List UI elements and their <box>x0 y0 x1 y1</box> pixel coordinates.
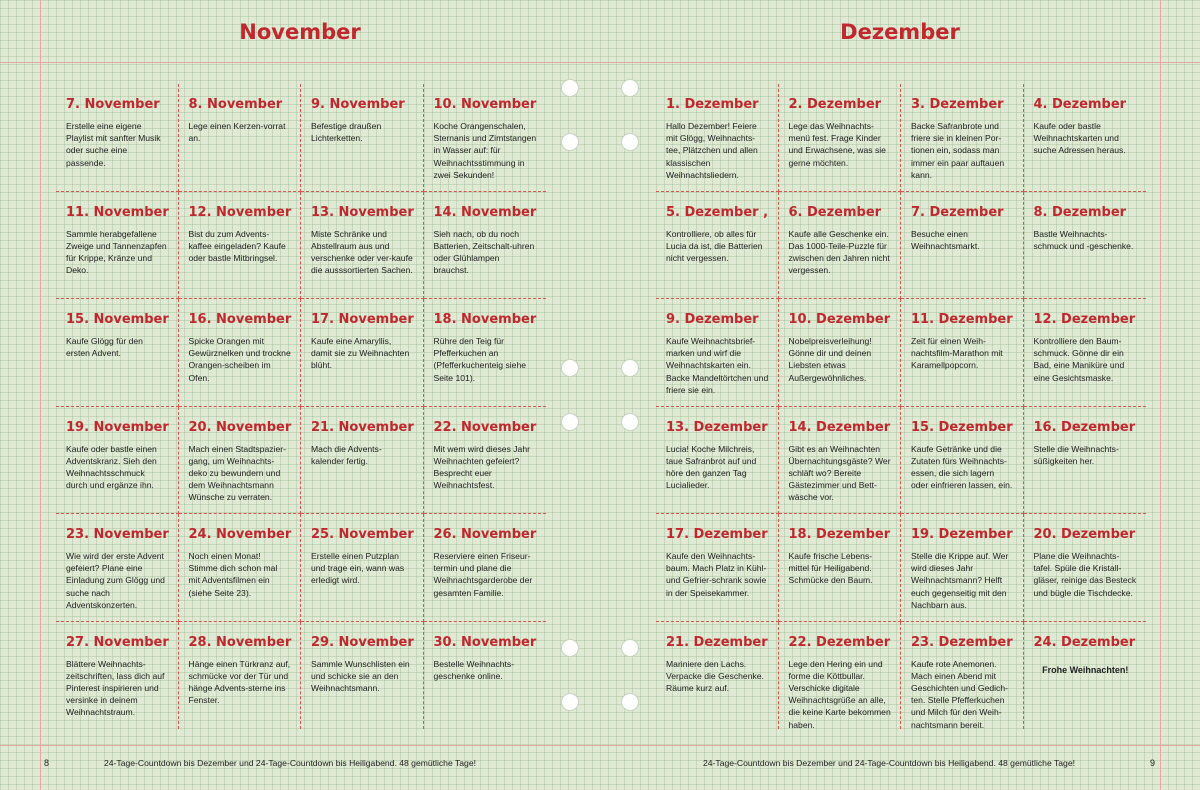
day-cell <box>901 514 1024 622</box>
day-date: 21. Dezember <box>666 634 768 650</box>
day-task: Kaufe Weihnachtsbrief-marken und wirf die Weihnachtskarten ein. Backe Mandeltörtchen und friere sie ein. <box>666 336 769 395</box>
day-task: Sammle Wunschlisten ein und schicke sie an den Weihnachtsmann. <box>311 658 410 693</box>
binder-hole <box>561 639 579 657</box>
day-date: 13. November <box>311 204 414 220</box>
day-cell <box>779 514 902 622</box>
day-task: Nobelpreisverleihung! Gönne dir und deinen Liebsten etwas Außergewöhnliches. <box>788 336 872 383</box>
page-number-left: 8 <box>44 758 50 768</box>
day-date: 26. November <box>433 527 537 542</box>
day-date: 14. November <box>433 204 537 220</box>
day-cell <box>779 407 902 515</box>
day-task: Kaufe alle Geschenke ein. Das 1000-Teile-Puzzle für zwischen den Jahren nicht vergessen. <box>788 228 890 276</box>
day-task: Kontrolliere, ob alles für Lucia da ist, die Batterien nicht vergessen. <box>666 228 763 263</box>
day-task: Bestelle Weihnachts-geschenke online. <box>433 658 515 681</box>
day-date: 2. Dezember <box>788 97 882 112</box>
day-cell <box>1024 84 1147 192</box>
day-date: 17. November <box>311 312 414 327</box>
day-date: 8. November <box>188 97 283 112</box>
day-task: Erstelle eine eigene Playlist mit sanfter Musik oder suche eine passende. <box>66 121 161 168</box>
day-date: 29. November <box>311 634 414 650</box>
day-date: 16. Dezember <box>1033 419 1136 435</box>
binder-hole <box>561 79 579 97</box>
day-task: Frohe Weihnachten! <box>1042 664 1129 675</box>
day-date: 12. Dezember <box>1033 312 1136 327</box>
day-cell <box>56 299 179 407</box>
day-date: 12. November <box>188 204 292 220</box>
day-task: Mit wem wird dieses Jahr Weihnachten gefeiert? Besprecht euer Weihnachtsfest. <box>433 443 530 491</box>
day-cell <box>179 192 302 300</box>
day-date: 5. Dezember , <box>666 204 769 220</box>
day-date: 27. November <box>66 634 169 650</box>
day-task: Bist du zum Advents-kaffee eingeladen? Kaufe oder bastle Mitbringsel. <box>188 228 286 263</box>
month-title-dezember: Dezember <box>840 20 960 44</box>
day-date: 4. Dezember <box>1033 97 1127 112</box>
day-date: 23. November <box>66 527 169 542</box>
day-date: 6. Dezember <box>788 204 882 220</box>
day-date: 8. Dezember <box>1033 204 1127 220</box>
day-date: 20. November <box>188 419 292 435</box>
day-date: 3. Dezember <box>911 97 1004 112</box>
day-cell <box>56 407 179 515</box>
binder-hole <box>561 413 579 431</box>
day-task: Befestige draußen Lichterketten. <box>311 121 382 144</box>
day-task: Stelle die Krippe auf. Wer wird dieses Jahr Weihnachtsmann? Helft euch gegenseitig mit den Nachbarn aus. <box>911 551 1009 610</box>
right-margin-line <box>1160 0 1161 790</box>
day-date: 24. Dezember <box>1033 634 1136 650</box>
day-cell <box>1024 192 1147 300</box>
day-cell <box>901 192 1024 300</box>
day-cell <box>1024 622 1147 730</box>
binder-hole <box>621 79 639 97</box>
november-grid <box>56 84 546 729</box>
day-task: Blättere Weihnachts-zeitschriften, lass dich auf Pinterest inspirieren und versinke in deinem Weihnachtstraum. <box>66 658 165 718</box>
day-date: 17. Dezember <box>666 527 768 542</box>
day-cell <box>656 514 779 622</box>
day-cell <box>179 407 302 515</box>
binder-hole <box>621 413 639 431</box>
day-task: Koche Orangenschalen, Sternanis und Zimtstangen in Wasser auf: für Weihnachtsstimmung in zwei Sekunden! <box>433 121 537 180</box>
day-task: Rühre den Teig für Pfefferkuchen an (Pfefferkuchenteig siehe Seite 101). <box>433 336 527 383</box>
day-cell <box>656 622 779 730</box>
day-cell <box>56 192 179 300</box>
day-cell <box>1024 299 1147 407</box>
top-margin-line <box>0 62 1200 63</box>
day-cell <box>301 622 424 730</box>
page-number-right: 9 <box>1150 758 1156 768</box>
day-date: 11. Dezember <box>911 312 1013 327</box>
day-date: 11. November <box>66 204 169 220</box>
day-cell <box>1024 514 1147 622</box>
day-cell <box>424 622 547 730</box>
day-cell <box>301 299 424 407</box>
day-cell <box>301 84 424 192</box>
day-cell <box>656 84 779 192</box>
day-date: 18. Dezember <box>788 527 891 542</box>
day-date: 21. November <box>311 419 414 435</box>
day-date: 22. Dezember <box>788 634 891 650</box>
day-date: 7. November <box>66 97 160 112</box>
day-task: Kaufe eine Amaryllis, damit sie zu Weihnachten blüht. <box>311 336 410 371</box>
month-title-november: November <box>239 20 361 44</box>
day-cell <box>301 407 424 515</box>
day-cell <box>901 299 1024 407</box>
day-task: Kaufe oder bastle einen Adventskranz. Sieh den Weihnachtsschmuck durch und ergänze ihn. <box>66 443 157 491</box>
day-cell <box>779 299 902 407</box>
day-date: 30. November <box>433 634 537 650</box>
day-task: Lege den Hering ein und forme die Köttbullar. Verschicke digitale Weihnachtsgrüße an alle, die keine Karte bekommen haben. <box>788 658 891 730</box>
day-date: 16. November <box>188 312 292 327</box>
day-date: 23. Dezember <box>911 634 1013 650</box>
day-task: Noch einen Monat! Stimme dich schon mal mit Adventsfilmen ein (siehe Seite 23). <box>188 551 278 598</box>
day-task: Erstelle einen Putzplan und trage ein, wann was erledigt wird. <box>311 551 405 586</box>
day-date: 20. Dezember <box>1033 527 1136 542</box>
day-cell <box>56 514 179 622</box>
day-task: Miste Schränke und Abstellraum aus und verschenke oder ver-kaufe die ausssortierten Sachen. <box>311 228 413 276</box>
day-date: 9. November <box>311 97 405 112</box>
day-date: 10. November <box>433 97 537 112</box>
day-date: 15. Dezember <box>911 419 1013 435</box>
day-cell <box>56 622 179 730</box>
day-date: 28. November <box>188 634 292 650</box>
day-date: 19. November <box>66 419 169 435</box>
binder-hole <box>621 639 639 657</box>
day-task: Mach die Advents-kalender fertig. <box>311 443 382 466</box>
day-task: Bastle Weihnachts-schmuck und -geschenke. <box>1033 228 1134 251</box>
day-cell <box>656 192 779 300</box>
day-date: 15. November <box>66 312 169 327</box>
day-cell <box>179 299 302 407</box>
day-cell <box>901 622 1024 730</box>
day-task: Kaufe rote Anemonen. Mach einen Abend mit Geschichten und Gedich-ten. Stelle Pfefferkuchen und Milch für den Weih-nachtsmann bereit. <box>911 658 1008 730</box>
day-cell <box>301 192 424 300</box>
day-task: Besuche einen Weihnachtsmarkt. <box>911 228 980 251</box>
day-task: Kaufe Getränke und die Zutaten fürs Weihnachts-essen, die sich lagern oder einfrieren lassen, ein. <box>911 443 1013 491</box>
day-cell <box>1024 407 1147 515</box>
day-cell <box>424 299 547 407</box>
day-task: Kaufe frische Lebens-mittel für Heiligabend. Schmücke den Baum. <box>788 551 873 586</box>
day-task: Kaufe den Weihnachts-baum. Mach Platz in Kühl- und Gefrier-schrank sowie in der Speisekammer. <box>666 551 767 598</box>
binder-hole <box>621 133 639 151</box>
day-task: Lege das Weihnachts-menü fest. Frage Kinder und Erwachsene, was sie gerne möchten. <box>788 121 886 168</box>
day-task: Kaufe Glögg für den ersten Advent. <box>66 336 143 359</box>
day-cell <box>179 514 302 622</box>
day-task: Wie wird der erste Advent gefeiert? Plane eine Einladung zum Glögg und suche nach Adventskonzerten. <box>66 551 165 610</box>
day-date: 25. November <box>311 527 414 542</box>
day-cell <box>779 192 902 300</box>
day-task: Mach einen Stadtspazier-gang, um Weihnachts-deko zu bewundern und dem Weihnachtsmann Wünsche zu verraten. <box>188 443 286 503</box>
dezember-grid <box>656 84 1146 729</box>
day-cell <box>56 84 179 192</box>
day-task: Reserviere einen Friseur-termin und plane die Weihnachtsgarderobe der gesamten Familie. <box>433 551 533 598</box>
day-date: 22. November <box>433 419 537 435</box>
day-task: Kontrolliere den Baum-schmuck. Gönne dir ein Bad, eine Maniküre und eine Gesichtsmaske. <box>1033 336 1125 383</box>
day-cell <box>424 514 547 622</box>
day-cell <box>656 299 779 407</box>
day-task: Zeit für einen Weih-nachtsfilm-Marathon mit Karamellpopcorn. <box>911 336 1003 371</box>
left-margin-line <box>40 0 41 790</box>
day-cell <box>179 622 302 730</box>
day-date: 14. Dezember <box>788 419 891 435</box>
day-task: Gibt es an Weihnachten Übernachtungsgäste? Wer schläft wo? Bereite Gästezimmer und Bett-wäsche vor. <box>788 443 891 503</box>
day-date: 7. Dezember <box>911 204 1004 220</box>
day-task: Mariniere den Lachs. Verpacke die Geschenke. Räume kurz auf. <box>666 658 764 693</box>
day-task: Lege einen Kerzen-vorrat an. <box>188 121 286 144</box>
day-cell <box>779 84 902 192</box>
day-task: Hänge einen Türkranz auf, schmücke vor der Tür und hänge Advents-sterne ins Fenster. <box>188 658 291 706</box>
day-cell <box>301 514 424 622</box>
binder-hole <box>621 359 639 377</box>
day-date: 13. Dezember <box>666 419 768 435</box>
binder-hole <box>561 133 579 151</box>
day-task: Kaufe oder bastle Weihnachtskarten und suche Adressen heraus. <box>1033 121 1126 156</box>
footer-text-left: 24-Tage-Countdown bis Dezember und 24-Tage-Countdown bis Heiligabend. 48 gemütliche Tage! <box>104 758 476 768</box>
footer-text-right: 24-Tage-Countdown bis Dezember und 24-Tage-Countdown bis Heiligabend. 48 gemütliche Tage! <box>703 758 1075 768</box>
day-date: 1. Dezember <box>666 97 759 112</box>
day-task: Stelle die Weihnachts-süßigkeiten her. <box>1033 443 1119 466</box>
day-cell <box>901 407 1024 515</box>
day-task: Sieh nach, ob du noch Batterien, Zeitschalt-uhren oder Glühlampen brauchst. <box>433 228 535 276</box>
binder-hole <box>621 693 639 711</box>
day-task: Plane die Weihnachts-tafel. Spüle die Kristall-gläser, reinige das Besteck und bügle die Tischdecke. <box>1033 551 1137 598</box>
day-cell <box>656 407 779 515</box>
day-cell <box>901 84 1024 192</box>
day-cell <box>179 84 302 192</box>
day-cell <box>424 407 547 515</box>
day-cell <box>424 192 547 300</box>
day-task: Backe Safranbrote und friere sie in kleinen Por-tionen ein, sodass man immer ein paar auftauen kann. <box>911 121 1005 180</box>
day-task: Hallo Dezember! Feiere mit Glögg, Weihnachts-tee, Plätzchen und allen klassischen Weihnachtsliedern. <box>666 121 758 180</box>
day-date: 18. November <box>433 312 537 327</box>
day-task: Spicke Orangen mit Gewürznelken und trockne Orangen-scheiben im Ofen. <box>188 336 291 383</box>
bottom-margin-line <box>0 745 1200 746</box>
day-date: 9. Dezember <box>666 312 759 327</box>
binder-hole <box>561 693 579 711</box>
day-date: 19. Dezember <box>911 527 1013 542</box>
binder-hole <box>561 359 579 377</box>
day-cell <box>424 84 547 192</box>
day-date: 24. November <box>188 527 292 542</box>
day-cell <box>779 622 902 730</box>
day-date: 10. Dezember <box>788 312 891 327</box>
day-task: Lucia! Koche Milchreis, taue Safranbrot auf und höre den ganzen Tag Lucialieder. <box>666 443 757 491</box>
day-task: Sammle herabgefallene Zweige und Tannenzapfen für Krippe, Kränze und Deko. <box>66 228 167 276</box>
